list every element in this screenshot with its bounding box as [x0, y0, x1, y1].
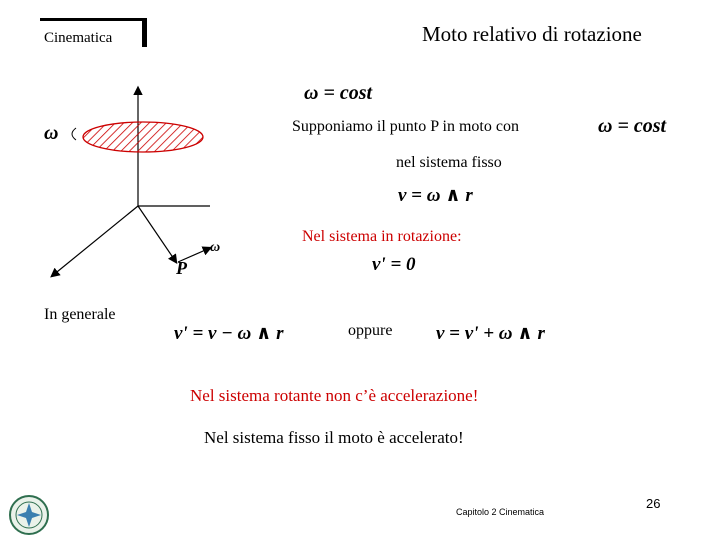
university-seal-logo — [8, 494, 50, 536]
v-fixed-formula: v = ω ∧ r — [398, 185, 473, 206]
point-p-label: P — [176, 258, 187, 278]
or-text: oppure — [348, 322, 393, 339]
x-axis — [52, 206, 138, 276]
rotating-frame-text: Nel sistema in rotazione: — [302, 228, 462, 245]
v-general-formula-a: v' = v − ω ∧ r — [174, 323, 284, 344]
omega-const-formula-inline: ω = cost — [598, 115, 667, 137]
omega-const-formula-top: ω = cost — [304, 82, 373, 104]
omega-vector-label: ω — [44, 122, 59, 144]
section-label: Cinematica — [44, 30, 113, 46]
no-acceleration-text: Nel sistema rotante non c’è accelerazione! — [190, 386, 479, 405]
accelerated-text: Nel sistema fisso il moto è accelerato! — [204, 428, 464, 447]
v-rot-formula: v' = 0 — [372, 254, 416, 275]
page-number: 26 — [646, 496, 661, 511]
fixed-frame-text: nel sistema fisso — [396, 154, 502, 171]
footer-reference: Capitolo 2 Cinematica — [456, 507, 545, 517]
rotation-ellipse — [83, 122, 203, 152]
position-vector — [138, 206, 176, 262]
rotation-arc-icon — [72, 128, 76, 140]
slide-title: Moto relativo di rotazione — [422, 22, 642, 46]
in-general-text: In generale — [44, 306, 116, 323]
v-general-formula-b: v = v' + ω ∧ r — [436, 323, 545, 344]
arc-omega-label: ω — [210, 240, 221, 255]
suppose-text: Supponiamo il punto P in moto con — [292, 118, 519, 135]
